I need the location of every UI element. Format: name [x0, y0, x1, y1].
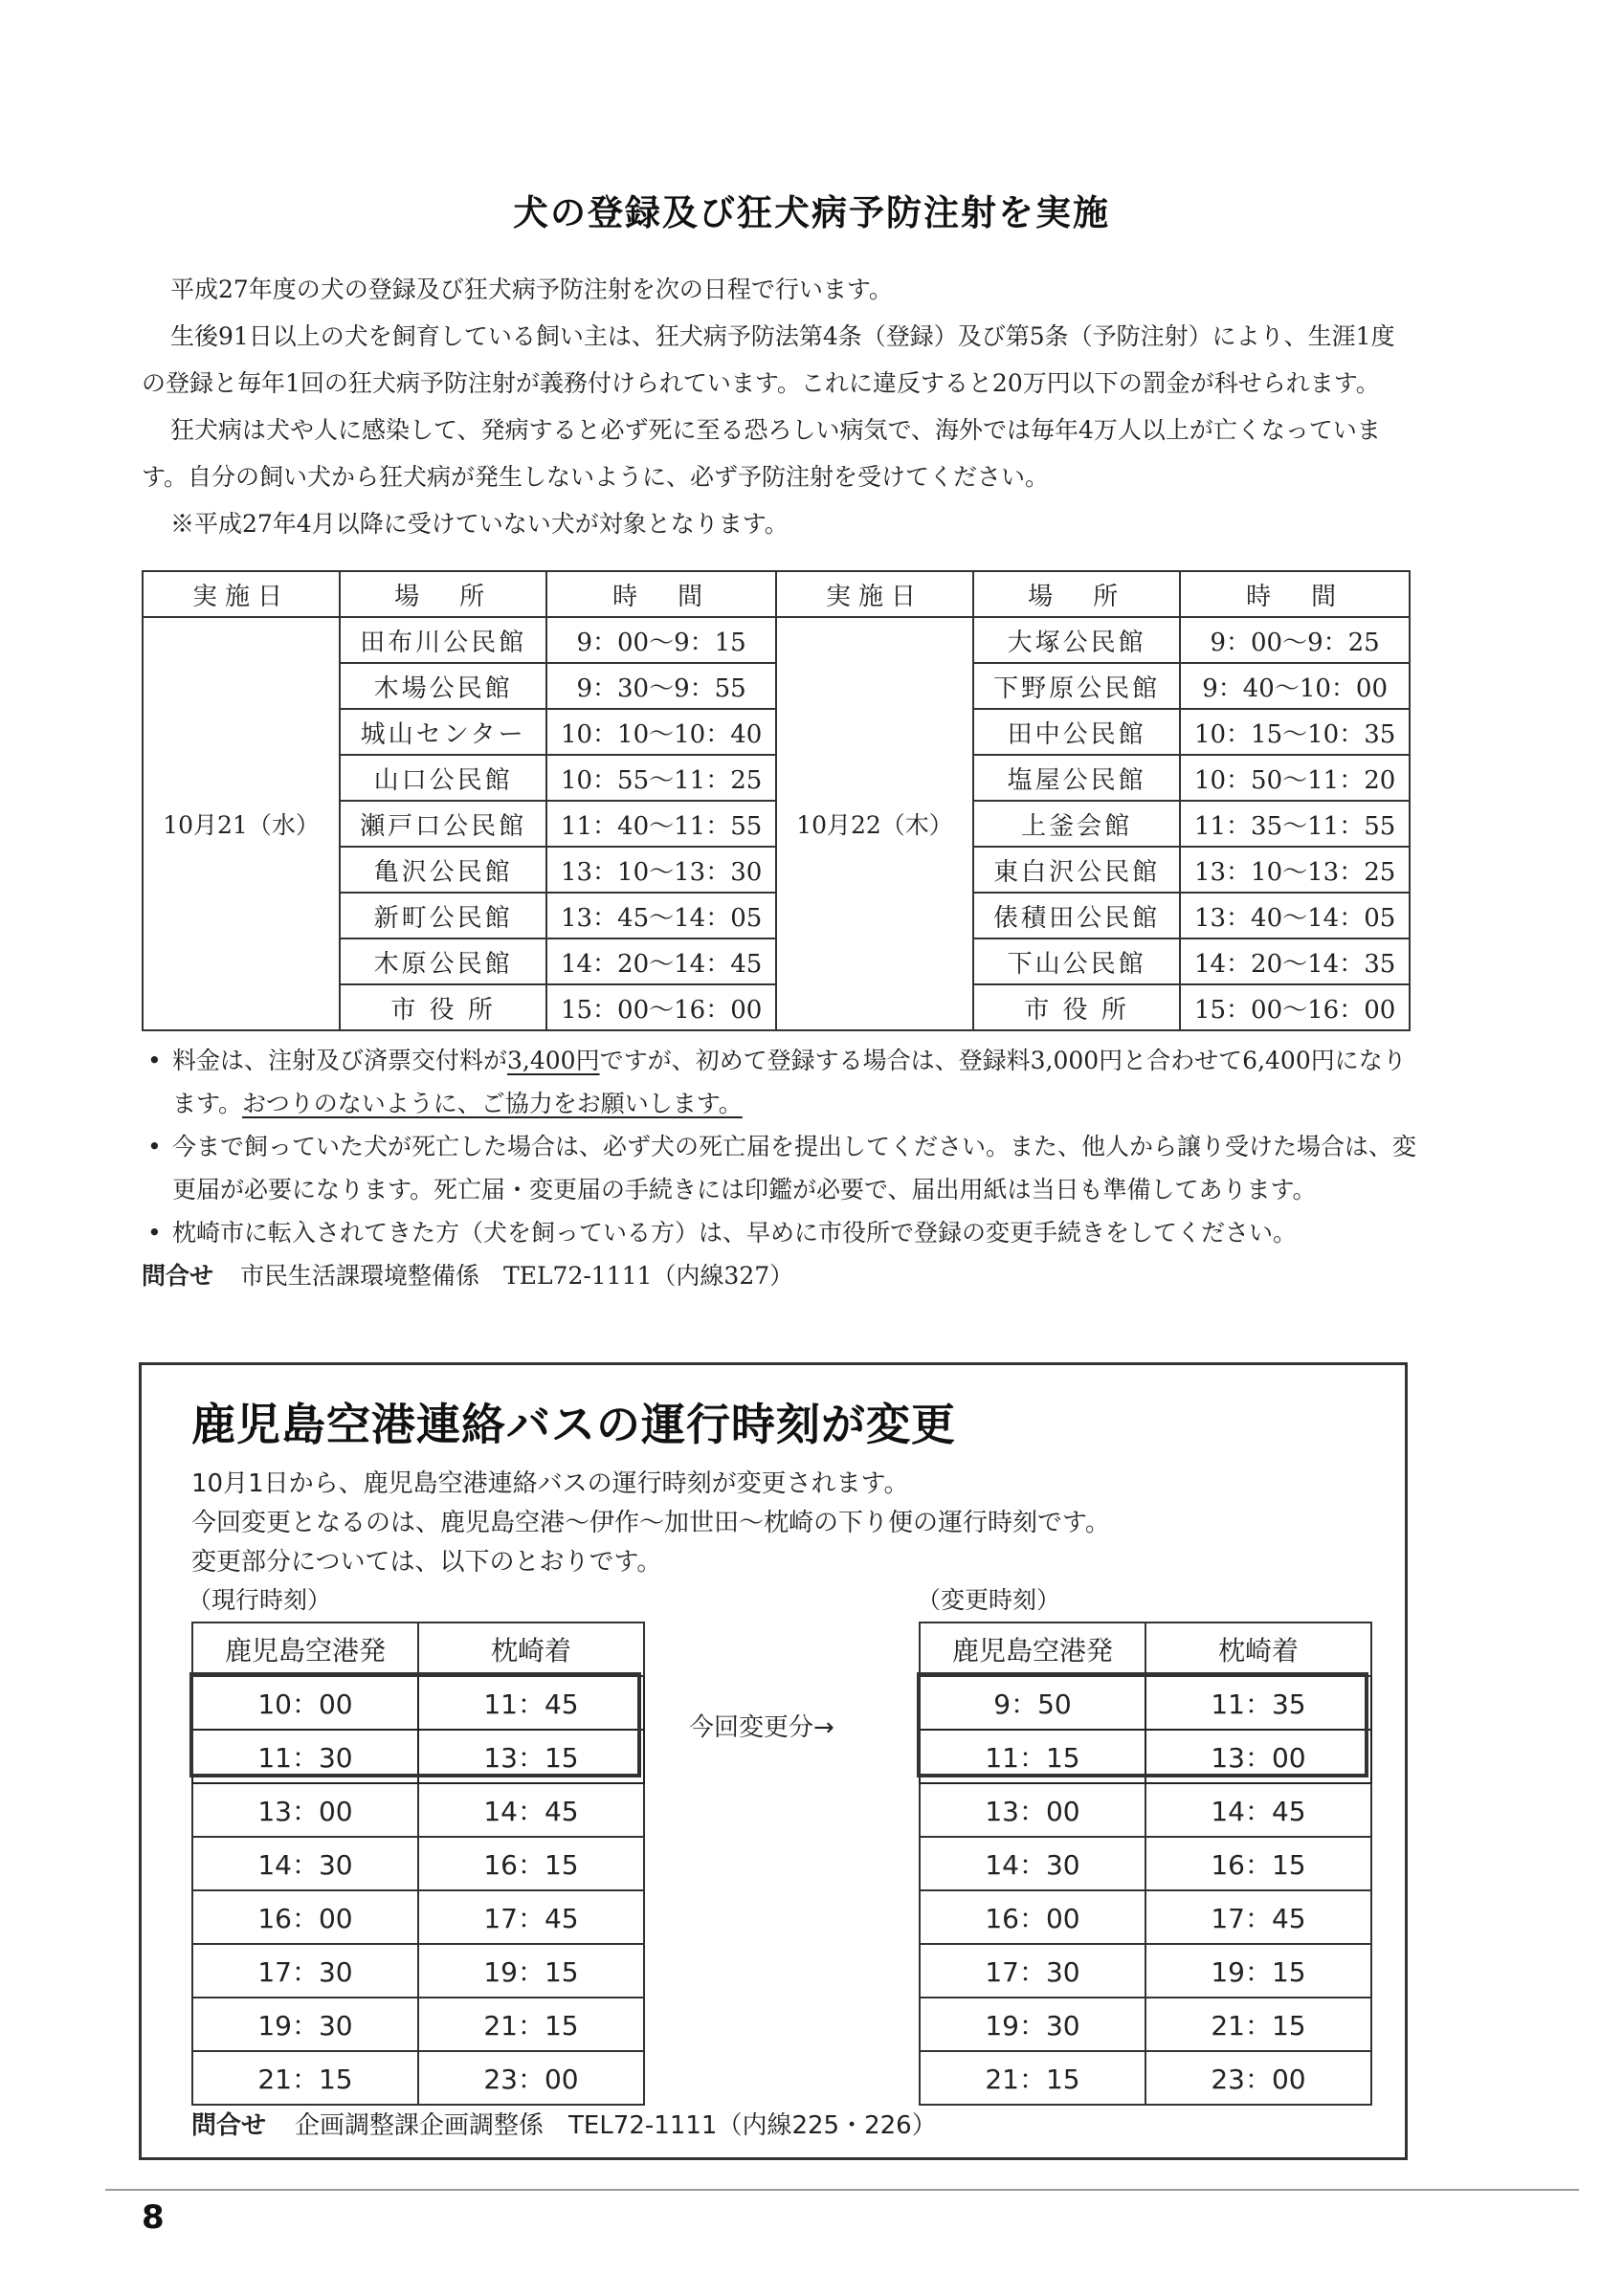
timetable-row: 10：00 11：45 [192, 1676, 644, 1730]
time-left: 10：10～10：40 [546, 709, 776, 755]
time-right: 9：00～9：25 [1180, 617, 1410, 663]
header-place-left: 場 所 [340, 571, 546, 617]
timetable-row: 13：00 14：45 [192, 1783, 644, 1837]
contact-label: 問合せ [191, 2111, 267, 2140]
time-left: 9：00～9：15 [546, 617, 776, 663]
timetable-row: 13：00 14：45 [920, 1783, 1371, 1837]
header-date-left: 実施日 [143, 571, 340, 617]
place-left: 城山センター [340, 709, 546, 755]
timetable-row: 9：50 11：35 [920, 1676, 1371, 1730]
place-right: 東白沢公民館 [973, 847, 1180, 893]
place-left: 木原公民館 [340, 938, 546, 984]
article1-title: 犬の登録及び狂犬病予防注射を実施 [513, 192, 1110, 233]
place-left: 田布川公民館 [340, 617, 546, 663]
col-depart: 鹿児島空港発 [920, 1623, 1145, 1676]
place-left: 新町公民館 [340, 893, 546, 938]
place-left: 木場公民館 [340, 663, 546, 709]
bullet-dot: • [147, 1047, 162, 1074]
current-schedule-caption: （現行時刻） [188, 1586, 332, 1614]
col-depart: 鹿児島空港発 [192, 1623, 418, 1676]
time-right: 15：00～16：00 [1180, 984, 1410, 1030]
place-right: 上釜会館 [973, 801, 1180, 847]
place-left: 山口公民館 [340, 755, 546, 801]
timetable-row: 19：30 21：15 [192, 1998, 644, 2051]
place-right: 大塚公民館 [973, 617, 1180, 663]
article1-contact [142, 1254, 1424, 1297]
place-right: 塩屋公民館 [973, 755, 1180, 801]
time-left: 13：45～14：05 [546, 893, 776, 938]
header-date-right: 実施日 [776, 571, 973, 617]
article1-paragraph-2: 生後91日以上の犬を飼育している飼い主は、狂犬病予防法第4条（登録）及び第5条（予防注射）により、生涯1度の登録と毎年1回の狂犬病予防注射が義務付けられています。これに違反すると20万円以下の罰金が科せられます。 [142, 322, 1395, 397]
time-right: 13：10～13：25 [1180, 847, 1410, 893]
article2-paragraph-2: 今回変更となるのは、鹿児島空港～伊作～加世田～枕崎の下り便の運行時刻です。 [191, 1509, 1110, 1537]
article1-note: ※平成27年4月以降に受けていない犬が対象となります。 [170, 510, 789, 538]
fee-amount: 3,400円 [507, 1047, 600, 1074]
time-right: 11：35～11：55 [1180, 801, 1410, 847]
timetable-row: 19：30 21：15 [920, 1998, 1371, 2051]
place-right: 俵積田公民館 [973, 893, 1180, 938]
time-left: 10：55～11：25 [546, 755, 776, 801]
time-right: 10：50～11：20 [1180, 755, 1410, 801]
timetable-row: 17：30 19：15 [192, 1944, 644, 1998]
timetable-row: 17：30 19：15 [920, 1944, 1371, 1998]
place-right: 下野原公民館 [973, 663, 1180, 709]
article2-paragraph-1: 10月1日から、鹿児島空港連絡バスの運行時刻が変更されます。 [191, 1469, 909, 1498]
contact-label: 問合せ [142, 1262, 214, 1290]
article2-title: 鹿児島空港連絡バスの運行時刻が変更 [191, 1399, 956, 1450]
time-left: 14：20～14：45 [546, 938, 776, 984]
move-in-note: • 枕崎市に転入されてきた方（犬を飼っている方）は、早めに市役所で登録の変更手続きをしてください。 [142, 1211, 1424, 1254]
exact-change-request: おつりのないように、ご協力をお願いします。 [242, 1090, 743, 1117]
timetable-header-row [920, 1623, 1371, 1676]
page-number: 8 [142, 2198, 165, 2237]
time-left: 9：30～9：55 [546, 663, 776, 709]
timetable-row: 11：15 13：00 [920, 1730, 1371, 1783]
time-left: 11：40～11：55 [546, 801, 776, 847]
fee-note: • 料金は、注射及び済票交付料が3,400円ですが、初めて登録する場合は、登録料3,000円と合わせて6,400円になります。おつりのないように、ご協力をお願いします。 [142, 1039, 1424, 1125]
death-transfer-note: • 今まで飼っていた犬が死亡した場合は、必ず犬の死亡届を提出してください。また、他人から譲り受けた場合は、変更届が必要になります。死亡届・変更届の手続きには印鑑が必要で、届出用紙は当日も準備してあります。 [142, 1125, 1424, 1211]
article1-paragraph-3: 狂犬病は犬や人に感染して、発病すると必ず死に至る恐ろしい病気で、海外では毎年4万人以上が亡くなっています。自分の飼い犬から狂犬病が発生しないように、必ず予防注射を受けてください。 [142, 416, 1381, 491]
new-schedule-caption: （変更時刻） [917, 1586, 1061, 1614]
bullet-dot: • [147, 1219, 162, 1247]
time-right: 10：15～10：35 [1180, 709, 1410, 755]
article1-notes [142, 1039, 1424, 1297]
article1-body [142, 266, 1414, 547]
schedule-header-row [143, 571, 1410, 617]
contact-text: 企画調整課企画調整係 TEL72-1111（内線225・226） [295, 2111, 937, 2140]
bus-notice-box [139, 1362, 1408, 2160]
time-left: 15：00～16：00 [546, 984, 776, 1030]
place-left: 亀沢公民館 [340, 847, 546, 893]
timetable-row: 11：30 13：15 [192, 1730, 644, 1783]
timetable-row: 14：30 16：15 [920, 1837, 1371, 1890]
timetable-row: 14：30 16：15 [192, 1837, 644, 1890]
date-oct-21: 10月21（水） [143, 617, 340, 1030]
place-right: 田中公民館 [973, 709, 1180, 755]
contact-text: 市民生活課環境整備係 TEL72-1111（内線327） [240, 1262, 794, 1290]
col-arrive: 枕崎着 [1145, 1623, 1371, 1676]
header-time-right: 時 間 [1180, 571, 1410, 617]
time-right: 14：20～14：35 [1180, 938, 1410, 984]
article2-paragraph-3: 変更部分については、以下のとおりです。 [191, 1548, 662, 1577]
timetable-row: 16：00 17：45 [192, 1890, 644, 1944]
vaccination-schedule-table [142, 570, 1411, 1031]
article1-paragraph-1: 平成27年度の犬の登録及び狂犬病予防注射を次の日程で行います。 [170, 276, 893, 303]
place-left: 瀬戸口公民館 [340, 801, 546, 847]
current-timetable [191, 1622, 645, 2106]
date-oct-22: 10月22（木） [776, 617, 973, 1030]
header-time-left: 時 間 [546, 571, 776, 617]
article2-body [191, 1465, 1340, 1582]
place-right: 市 役 所 [973, 984, 1180, 1030]
timetable-row: 21：15 23：00 [192, 2051, 644, 2105]
place-left: 市 役 所 [340, 984, 546, 1030]
timetable-header-row [192, 1623, 644, 1676]
schedule-row [143, 617, 1410, 663]
time-right: 13：40～14：05 [1180, 893, 1410, 938]
timetable-row: 16：00 17：45 [920, 1890, 1371, 1944]
time-right: 9：40～10：00 [1180, 663, 1410, 709]
time-left: 13：10～13：30 [546, 847, 776, 893]
bullet-dot: • [147, 1133, 162, 1160]
header-place-right: 場 所 [973, 571, 1180, 617]
timetable-row: 21：15 23：00 [920, 2051, 1371, 2105]
article2-contact [191, 2106, 937, 2141]
new-timetable [919, 1622, 1372, 2106]
col-arrive: 枕崎着 [418, 1623, 644, 1676]
change-indicator: 今回変更分→ [689, 1713, 834, 1742]
place-right: 下山公民館 [973, 938, 1180, 984]
footer-rule [105, 2189, 1579, 2191]
